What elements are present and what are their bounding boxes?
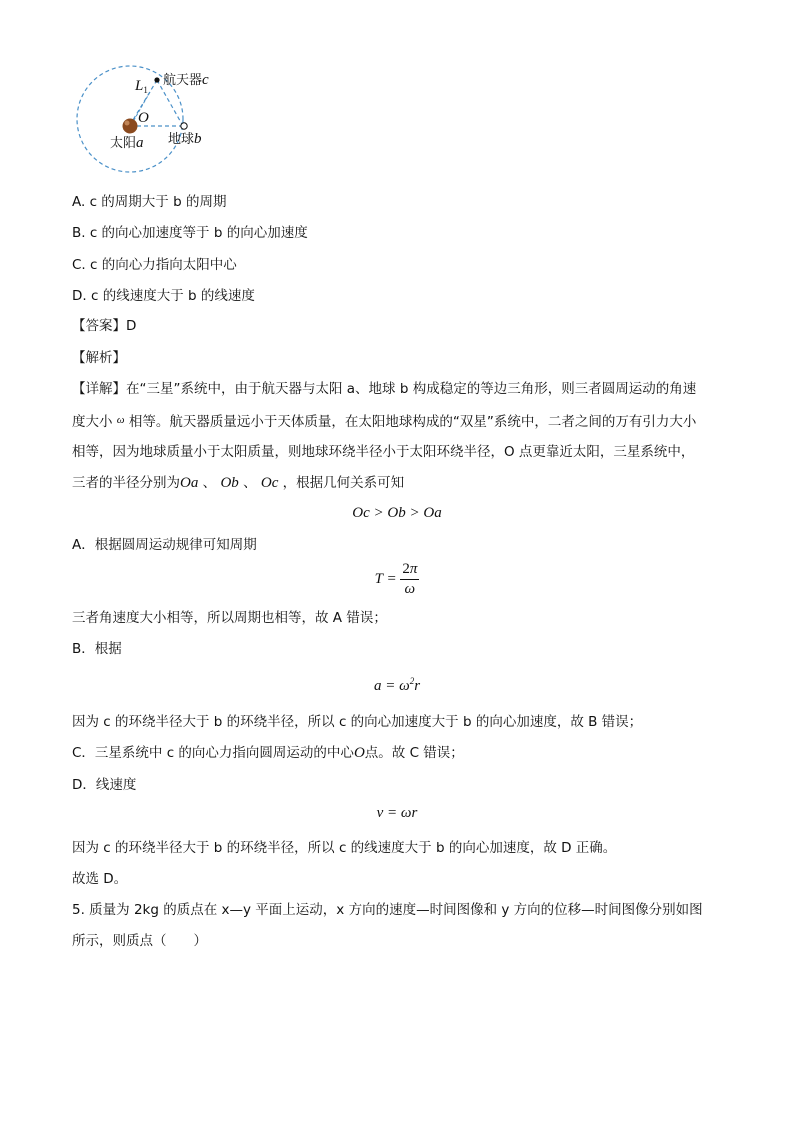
answer: 【答案】D [72, 318, 137, 334]
orbit-diagram [72, 62, 232, 182]
option-c: C. c 的向心力指向太阳中心 [72, 257, 237, 273]
option-a: A. c 的周期大于 b 的周期 [72, 194, 227, 210]
part-c-text: C．三星系统中 c 的向心力指向圆周运动的中心O点。故 C 错误； [72, 745, 464, 761]
orbit-svg [72, 62, 232, 182]
part-b-intro: B．根据 [72, 641, 122, 657]
detail-line-2: 度大小 $^\omega$ 相等。航天器质量远小于天体质量，在太阳地球构成的“双星”系统中，二者之间的万有引力大小 [72, 414, 697, 430]
detail-line-1: 【详解】在“三星”系统中，由于航天器与太阳 a、地球 b 构成稳定的等边三角形，则三者圆周运动的角速 [72, 381, 697, 397]
final-answer: 故选 D。 [72, 871, 128, 887]
spacecraft-dot [154, 77, 159, 82]
part-a-conclusion: 三者角速度大小相等，所以周期也相等，故 A 错误； [72, 610, 387, 626]
equation-radii: Oc > Ob > Oa [352, 505, 442, 521]
sun-label: 太阳a [110, 135, 144, 151]
L1-label: $L_1$ [135, 78, 148, 95]
equation-acceleration: $a = \omega^2r$ [373, 676, 421, 694]
option-b: B. c 的向心加速度等于 b 的向心加速度 [72, 225, 308, 241]
detail-line-3: 相等，因为地球质量小于太阳质量，则地球环绕半径小于太阳环绕半径，O 点更靠近太阳，三星系统中， [72, 444, 695, 460]
sun-highlight [125, 121, 130, 126]
spacecraft-label: 航天器c [163, 72, 209, 88]
analysis-heading: 【解析】 [72, 350, 126, 366]
option-d: D. c 的线速度大于 b 的线速度 [72, 288, 255, 304]
question-5-line-1: 5. 质量为 2kg 的质点在 x—y 平面上运动，x 方向的速度—时间图像和 y 方向的位移—时间图像分别如图 [72, 902, 703, 918]
part-b-conclusion: 因为 c 的环绕半径大于 b 的环绕半径，所以 c 的向心加速度大于 b 的向心加速度，故 B 错误； [72, 714, 643, 730]
earth-label: 地球b [168, 131, 202, 147]
part-d-intro: D．线速度 [72, 777, 137, 793]
part-a-intro: A．根据圆周运动规律可知周期 [72, 537, 257, 553]
sun-icon [123, 119, 138, 134]
equation-velocity: v = ωr [376, 805, 418, 821]
equation-period: T = $\frac{2\pi}{\omega}$ [374, 561, 418, 597]
part-d-conclusion: 因为 c 的环绕半径大于 b 的环绕半径，所以 c 的线速度大于 b 的向心加速度，故 D 正确。 [72, 840, 617, 856]
O-label: O [138, 110, 149, 126]
earth-icon [181, 123, 187, 129]
detail-line-4: 三者的半径分别为Oa 、 Ob 、 Oc ，根据几何关系可知 [72, 475, 405, 491]
question-5-line-2: 所示，则质点（ ） [72, 933, 207, 949]
